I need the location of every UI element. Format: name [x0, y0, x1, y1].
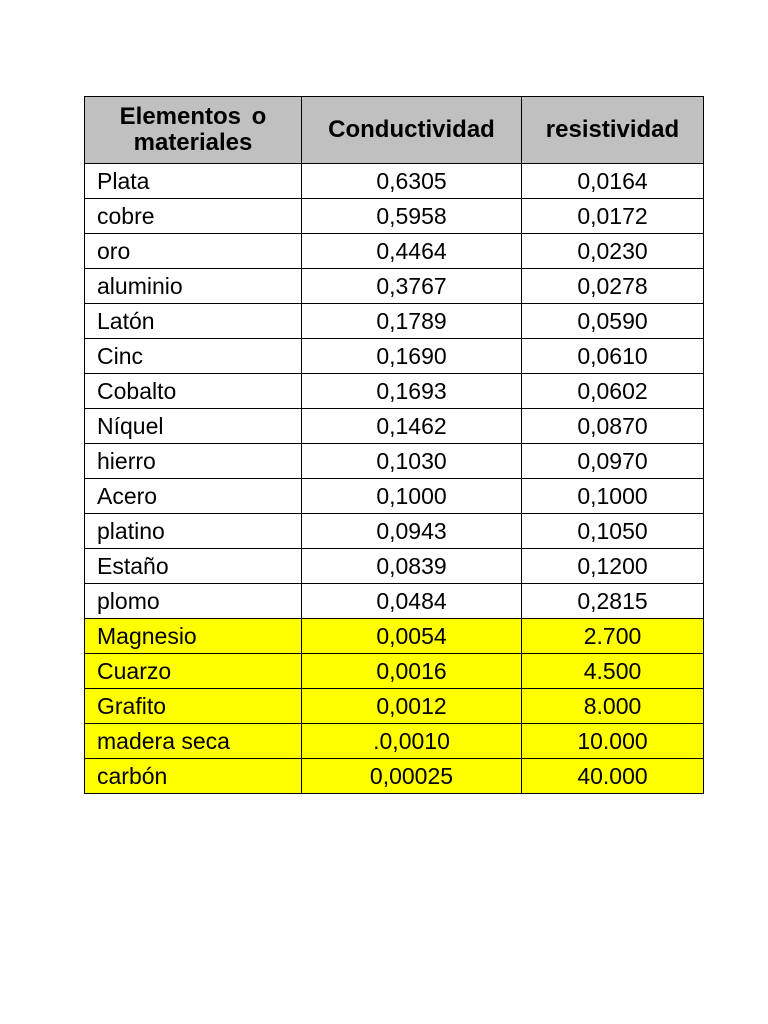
cell-conductividad: 0,0839	[302, 549, 522, 584]
cell-resistividad: 0,2815	[522, 584, 704, 619]
table-row	[85, 759, 704, 794]
cell-material: plomo	[85, 584, 302, 619]
cell-material: Latón	[85, 304, 302, 339]
cell-conductividad: 0,0054	[302, 619, 522, 654]
cell-conductividad: 0,3767	[302, 269, 522, 304]
cell-conductividad: 0,1693	[302, 374, 522, 409]
cell-resistividad: 0,0870	[522, 409, 704, 444]
cell-conductividad: 0,1000	[302, 479, 522, 514]
cell-resistividad: 0,0610	[522, 339, 704, 374]
cell-conductividad: 0,1690	[302, 339, 522, 374]
table-row	[85, 409, 704, 444]
cell-conductividad: 0,6305	[302, 164, 522, 199]
cell-conductividad: 0,0943	[302, 514, 522, 549]
cell-resistividad: 0,0172	[522, 199, 704, 234]
cell-material: Estaño	[85, 549, 302, 584]
cell-resistividad: 10.000	[522, 724, 704, 759]
cell-material: aluminio	[85, 269, 302, 304]
table-row	[85, 199, 704, 234]
table-row	[85, 339, 704, 374]
table-row	[85, 444, 704, 479]
cell-resistividad: 0,1000	[522, 479, 704, 514]
conductivity-table	[84, 96, 704, 794]
cell-conductividad: 0,4464	[302, 234, 522, 269]
table-row	[85, 689, 704, 724]
cell-resistividad: 8.000	[522, 689, 704, 724]
cell-resistividad: 0,0970	[522, 444, 704, 479]
cell-resistividad: 4.500	[522, 654, 704, 689]
table-header	[85, 97, 704, 164]
cell-resistividad: 0,1050	[522, 514, 704, 549]
table-row	[85, 374, 704, 409]
cell-material: hierro	[85, 444, 302, 479]
cell-material: cobre	[85, 199, 302, 234]
cell-conductividad: 0,1789	[302, 304, 522, 339]
cell-resistividad: 0,0278	[522, 269, 704, 304]
cell-conductividad: 0,5958	[302, 199, 522, 234]
cell-conductividad: 0,00025	[302, 759, 522, 794]
cell-resistividad: 2.700	[522, 619, 704, 654]
cell-material: platino	[85, 514, 302, 549]
cell-material: carbón	[85, 759, 302, 794]
cell-material: Cuarzo	[85, 654, 302, 689]
cell-material: Acero	[85, 479, 302, 514]
cell-conductividad: 0,1030	[302, 444, 522, 479]
cell-material: Magnesio	[85, 619, 302, 654]
table-row	[85, 619, 704, 654]
header-materials: Elementos o materiales	[85, 97, 302, 164]
header-conductividad: Conductividad	[302, 97, 522, 164]
header-row	[85, 97, 704, 164]
table-row	[85, 304, 704, 339]
cell-material: Grafito	[85, 689, 302, 724]
table-row	[85, 654, 704, 689]
cell-resistividad: 0,0230	[522, 234, 704, 269]
table-body	[85, 164, 704, 794]
table-row	[85, 269, 704, 304]
table-row	[85, 584, 704, 619]
cell-resistividad: 0,0164	[522, 164, 704, 199]
cell-conductividad: 0,0016	[302, 654, 522, 689]
table-row	[85, 479, 704, 514]
cell-conductividad: 0,0484	[302, 584, 522, 619]
table-row	[85, 164, 704, 199]
table-row	[85, 234, 704, 269]
cell-conductividad: .0,0010	[302, 724, 522, 759]
table-row	[85, 514, 704, 549]
cell-material: Cinc	[85, 339, 302, 374]
materials-table-container	[84, 96, 704, 794]
header-resistividad: resistividad	[522, 97, 704, 164]
cell-material: oro	[85, 234, 302, 269]
cell-material: Cobalto	[85, 374, 302, 409]
cell-resistividad: 0,0590	[522, 304, 704, 339]
cell-resistividad: 0,1200	[522, 549, 704, 584]
cell-conductividad: 0,0012	[302, 689, 522, 724]
cell-resistividad: 0,0602	[522, 374, 704, 409]
table-row	[85, 549, 704, 584]
table-row	[85, 724, 704, 759]
cell-conductividad: 0,1462	[302, 409, 522, 444]
cell-material: Plata	[85, 164, 302, 199]
cell-material: Níquel	[85, 409, 302, 444]
cell-resistividad: 40.000	[522, 759, 704, 794]
cell-material: madera seca	[85, 724, 302, 759]
